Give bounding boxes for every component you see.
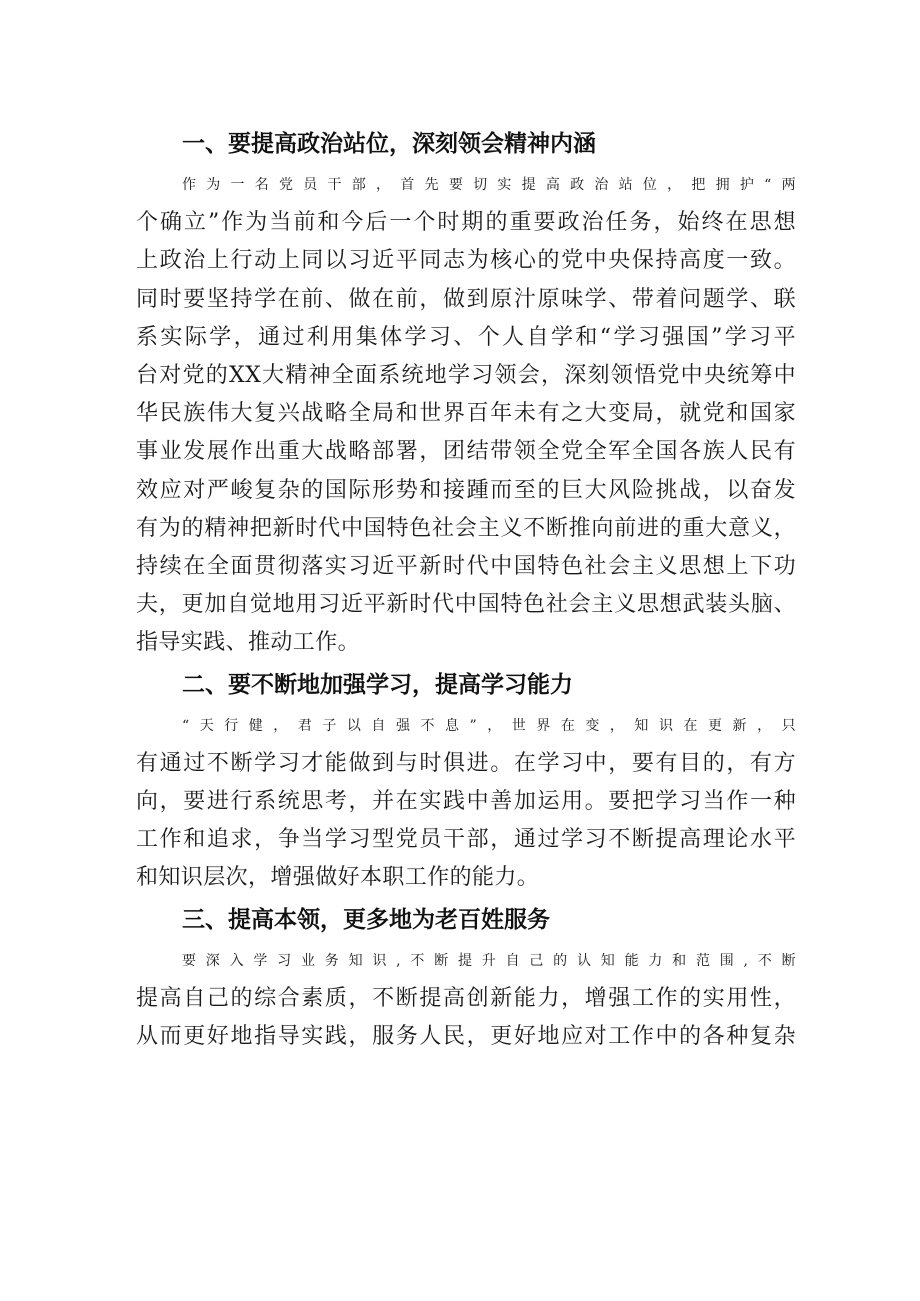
- paragraph-line: 持续在全面贯彻落实习近平新时代中国特色社会主义思想上下功: [136, 554, 796, 580]
- document-body: [136, 122, 796, 1056]
- paragraph-line: 夫，更加自觉地用习近平新时代中国特色社会主义思想武装头脑、: [136, 592, 796, 618]
- section-paragraph: [136, 166, 796, 663]
- section-paragraph: [136, 707, 796, 898]
- paragraph-line: 有为的精神把新时代中国特色社会主义不断推向前进的重大意义，: [136, 515, 796, 541]
- section-heading: 一、要提高政治站位，深刻领会精神内涵: [182, 131, 596, 157]
- section-heading: 二、要不断地加强学习，提高学习能力: [182, 671, 573, 698]
- paragraph-line: 事业发展作出重大战略部署，团结带领全党全军全国各族人民有: [136, 439, 796, 465]
- paragraph-line: 工作和追求，争当学习型党员干部，通过学习不断提高理论水平: [136, 827, 796, 853]
- paragraph-line: “天行健，君子以自强不息”，世界在变，知识在更新，只: [182, 717, 796, 734]
- paragraph-line: 从而更好地指导实践，服务人民，更好地应对工作中的各种复杂: [136, 1024, 796, 1050]
- paragraph-line: 上政治上行动上同以习近平同志为核心的党中央保持高度一致。: [136, 248, 796, 274]
- paragraph-line: 华民族伟大复兴战略全局和世界百年未有之大变局，就党和国家: [136, 401, 796, 427]
- paragraph-line: 系实际学，通过利用集体学习、个人自学和“学习强国”学习平: [136, 324, 796, 350]
- paragraph-line: 个确立”作为当前和今后一个时期的重要政治任务，始终在思想: [136, 210, 796, 236]
- paragraph-line: 和知识层次，增强做好本职工作的能力。: [136, 865, 540, 891]
- paragraph-line: 同时要坚持学在前、做在前，做到原汁原味学、带着问题学、联: [136, 286, 796, 312]
- section-3: [136, 898, 796, 1057]
- paragraph-line: 有通过不断学习才能做到与时俱进。在学习中，要有目的，有方: [136, 750, 796, 776]
- paragraph-line: 指导实践、推动工作。: [136, 630, 361, 656]
- paragraph-line: 向，要进行系统思考，并在实践中善加运用。要把学习当作一种: [136, 789, 796, 815]
- paragraph-line: 要深入学习业务知识,不断提升自己的认知能力和范围,不断: [182, 952, 796, 969]
- paragraph-line: 效应对严峻复杂的国际形势和接踵而至的巨大风险挑战，以奋发: [136, 477, 796, 503]
- paragraph-line: 作为一名党员干部，首先要切实提高政治站位，把拥护“两: [182, 177, 796, 193]
- section-2: [136, 663, 796, 898]
- section-paragraph: [136, 942, 796, 1057]
- section-heading: 三、提高本领，更多地为老百姓服务: [182, 906, 550, 933]
- paragraph-line: 台对党的XX大精神全面系统地学习领会，深刻领悟党中央统筹中: [136, 363, 796, 389]
- paragraph-line: 提高自己的综合素质，不断提高创新能力，增强工作的实用性，: [136, 985, 796, 1011]
- section-1: [136, 122, 796, 663]
